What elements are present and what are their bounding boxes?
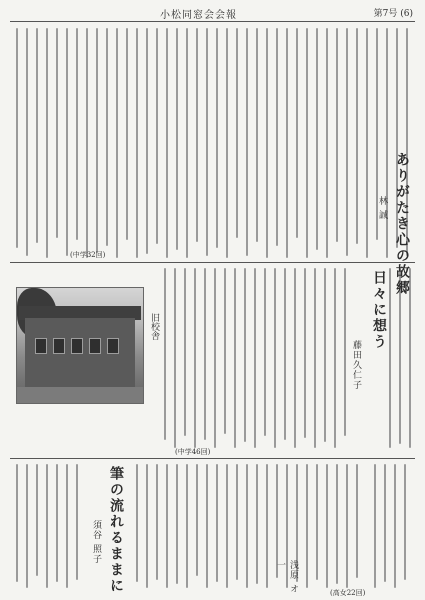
text-columns-bottom-right: [372, 464, 416, 592]
article-author-3: 須谷 照子: [91, 520, 101, 564]
article-title-2: 日々に想う: [371, 270, 387, 350]
note-3: (高女22回): [330, 589, 366, 597]
newsletter-title: 小松同窓会会報: [160, 10, 237, 21]
page-number: 第7号 (6): [373, 9, 413, 19]
text-columns-middle: [162, 268, 362, 454]
section-rule-1: [10, 262, 415, 263]
text-columns-top: [14, 28, 413, 260]
article-title-3: 筆の流れるままに: [108, 466, 124, 594]
text-columns-bottom-middle: [134, 464, 364, 592]
photo-caption: 旧校舎: [149, 313, 159, 340]
text-columns-bottom-left: [14, 464, 84, 592]
article-author-1: 林 誠: [377, 196, 387, 220]
old-school-building-photo: [16, 287, 144, 404]
section-rule-2: [10, 458, 415, 459]
author-bottom: 浅原 オ一: [275, 560, 298, 594]
note-2: (中学46回): [175, 448, 211, 456]
article-author-2: 藤田久仁子: [351, 340, 361, 390]
note-1: (中学32回): [70, 251, 106, 259]
article-title-1: ありがたき心の故郷: [394, 152, 410, 296]
header-rule: [10, 21, 415, 22]
